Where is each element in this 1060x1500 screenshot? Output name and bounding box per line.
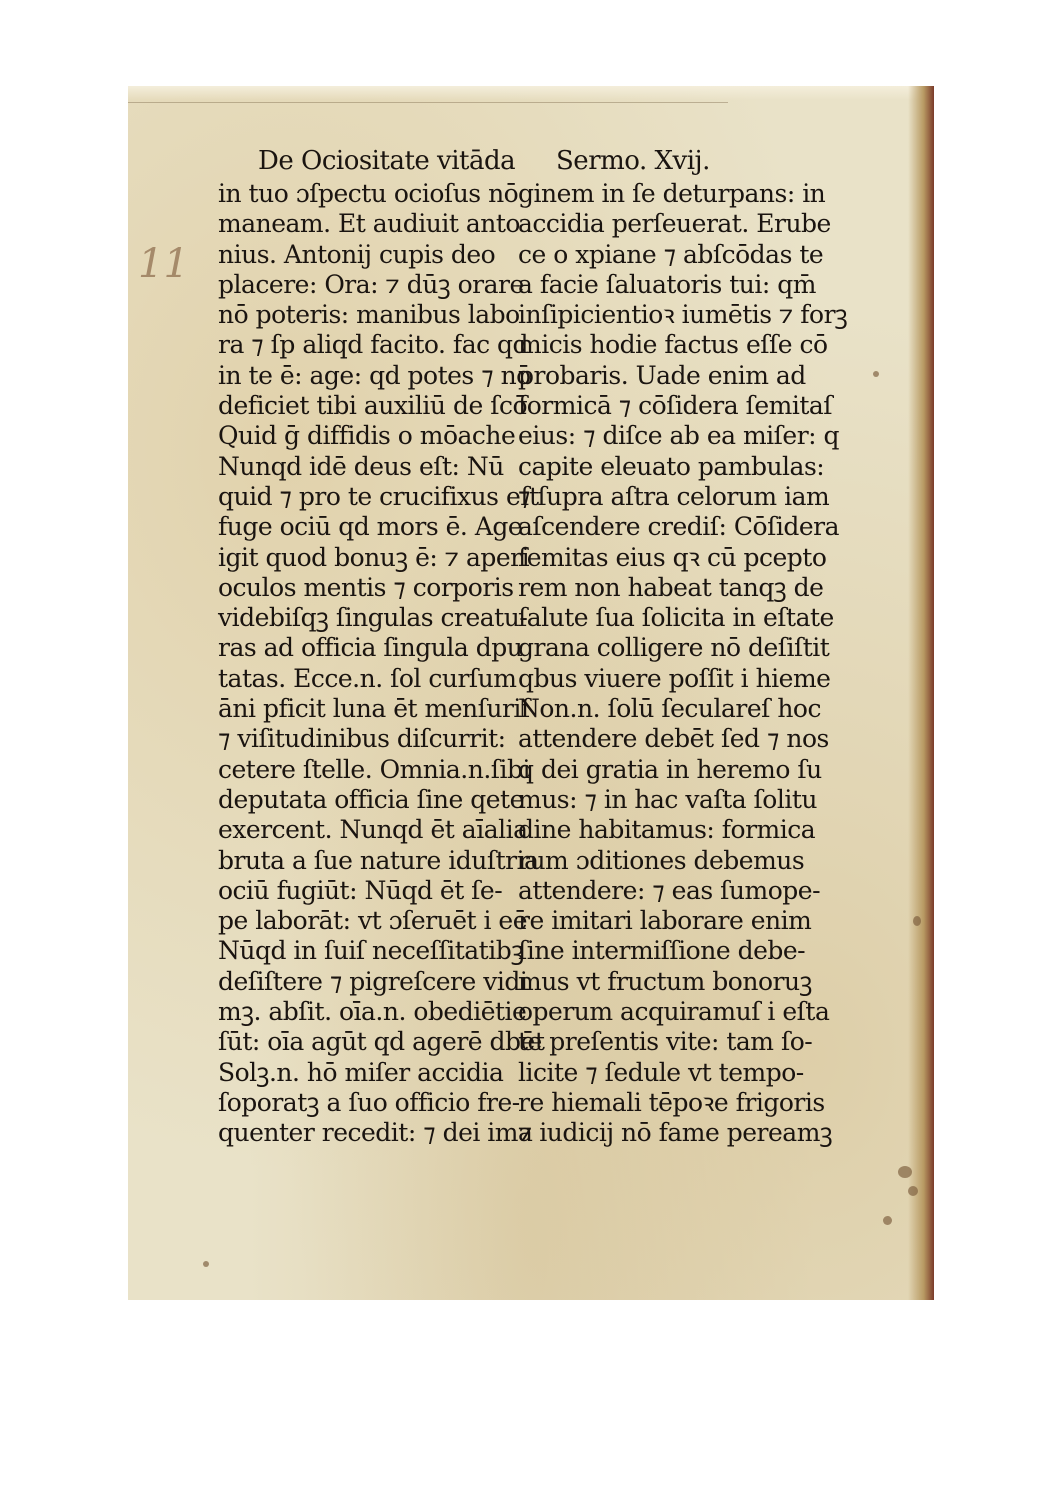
text-line: mus: ⁊ in hac vaſta ſolitu <box>518 784 817 814</box>
text-line: re imitari laborare enim <box>518 906 812 936</box>
text-line: attendere: ⁊ eas ſumope- <box>518 875 821 905</box>
stain-spot <box>873 371 879 377</box>
stain-spot <box>883 1216 892 1225</box>
text-line: mꝫ. abſit. oīa.n. obediētie <box>218 997 527 1027</box>
text-line: bruta a ſue nature iduſtria <box>218 845 539 875</box>
text-line: grana colligere nō deſiſtit <box>518 633 830 663</box>
text-line: a facie ſaluatoris tui: qm̄ <box>518 269 816 299</box>
text-line: deputata officia ſine qete <box>218 784 524 814</box>
text-line: ras ad officia ſingula dpu <box>218 633 523 663</box>
text-line: ociū fugiūt: Nūqd ēt ſe- <box>218 875 503 905</box>
text-line: Nūqd in ſuiſ neceſſitatibꝫ <box>218 936 524 966</box>
text-line: ſūt: oīa agūt qd agerē dbēt <box>218 1027 545 1057</box>
text-line: te preſentis vite: tam ſo- <box>518 1027 813 1057</box>
text-line: Nunqd idē deus eſt: Nū <box>218 451 504 481</box>
right-text-column <box>518 146 848 1149</box>
text-line: ra ⁊ ſp aliqd facito. fac qd <box>218 330 529 360</box>
text-line: operum acquiramuſ i eſta <box>518 997 830 1027</box>
margin-annotation: 11 <box>138 241 189 287</box>
text-line: tatas. Ecce.n. ſol curſum <box>218 663 517 693</box>
text-line: qbus viuere poſſit i hieme <box>518 663 831 693</box>
text-line: rem non habeat tanqꝫ de <box>518 572 824 602</box>
text-line: ſemitas eius qꝛ cū pcepto <box>518 542 827 572</box>
text-line: attendere debēt ſed ⁊ nos <box>518 724 829 754</box>
stain-spot <box>908 1186 918 1196</box>
text-line: probaris. Uade enim ad <box>518 360 806 390</box>
text-line: eius: ⁊ diſce ab ea miſer: q <box>518 421 840 451</box>
text-line: formicā ⁊ cōſidera ſemitaſ <box>518 391 833 421</box>
text-line: accidia perſeuerat. Erube <box>518 209 831 239</box>
text-line: inſipicientioꝛ iumētis ⁊ forꝫ <box>518 300 848 330</box>
scanned-page <box>128 86 934 1300</box>
page-top-edge <box>128 86 934 100</box>
text-line: mus vt fructum bonoruꝫ <box>518 966 812 996</box>
text-line: quenter recedit: ⁊ dei ima <box>218 1118 533 1148</box>
text-line: Quid ḡ diffidis o mōache <box>218 421 516 451</box>
text-line: deſiſtere ⁊ pigreſcere vidi <box>218 966 528 996</box>
text-line: igit quod bonuꝫ ē: ⁊ aperi <box>218 542 530 572</box>
text-line: Non.n. ſolū ſeculareſ hoc <box>518 694 821 724</box>
text-line: ſalute ſua ſolicita in eſtate <box>518 603 834 633</box>
text-line: placere: Ora: ⁊ dūꝫ orare <box>218 269 524 299</box>
text-line: cetere ſtelle. Omnia.n.ſibi <box>218 754 531 784</box>
stain-spot <box>203 1261 209 1267</box>
text-line: oculos mentis ⁊ corporis <box>218 572 514 602</box>
text-line: ginem in ſe deturpans: in <box>518 179 826 208</box>
text-line: licite ⁊ ſedule vt tempo- <box>518 1057 804 1087</box>
text-line: fuge ociū qd mors ē. Age <box>218 512 523 542</box>
text-line: ⁊ viſitudinibus diſcurrit: <box>218 724 506 754</box>
text-line: q dei gratia in heremo ſu <box>518 754 822 784</box>
text-line: exercent. Nunqd ēt aīalia <box>218 815 528 845</box>
text-line: capite eleuato pambulas: <box>518 451 825 481</box>
text-line: nō poteris: manibus labo <box>218 300 520 330</box>
text-line: ⁊ ſupra aſtra celorum iam <box>518 481 830 511</box>
text-line: ſoporatꝫ a ſuo officio fre- <box>218 1087 520 1117</box>
text-line: pe laborāt: vt ɔſeruēt i eē <box>218 906 528 936</box>
left-column-lines <box>218 179 545 1149</box>
text-line: in te ē: age: qd potes ⁊ nō <box>218 360 531 390</box>
text-line: re hiemali tēpoꝛe frigoris <box>518 1087 825 1117</box>
page-right-edge <box>908 86 934 1300</box>
left-text-column <box>218 146 545 1149</box>
right-column-lines <box>518 179 848 1149</box>
stain-spot <box>913 916 921 926</box>
text-line: nius. Antonij cupis deo <box>218 239 496 269</box>
text-line: Solꝫ.n. hō miſer accidia <box>218 1057 504 1087</box>
text-line: ce o xpiane ⁊ abſcōdas te <box>518 239 824 269</box>
left-running-header: De Ociositate vitāda <box>258 146 516 176</box>
text-line: quid ⁊ pro te crucifixus eſt <box>218 481 539 511</box>
text-line: ſine intermiſſione debe- <box>518 936 806 966</box>
text-line: āni pficit luna ēt menſuriſ <box>218 694 530 724</box>
text-line: dine habitamus: formica <box>518 815 816 845</box>
text-line: maneam. Et audiuit anto <box>218 209 520 239</box>
text-line: videbiſqꝫ ſingulas creatu- <box>218 603 528 633</box>
text-line: micis hodie factus eſſe cō <box>518 330 828 360</box>
text-line: ⁊ iudicij nō fame pereamꝫ <box>518 1118 833 1148</box>
text-line: in tuo ɔſpectu ocioſus nō <box>218 179 519 208</box>
right-running-header: Sermo. Xvij. <box>556 146 710 176</box>
text-line: aſcendere crediſ: Cōſidera <box>518 512 839 542</box>
page-top-rule <box>128 102 728 103</box>
text-line: deficiet tibi auxiliū de ſcō <box>218 391 528 421</box>
stain-spot <box>898 1166 912 1178</box>
text-line: rum ɔditiones debemus <box>518 845 805 875</box>
